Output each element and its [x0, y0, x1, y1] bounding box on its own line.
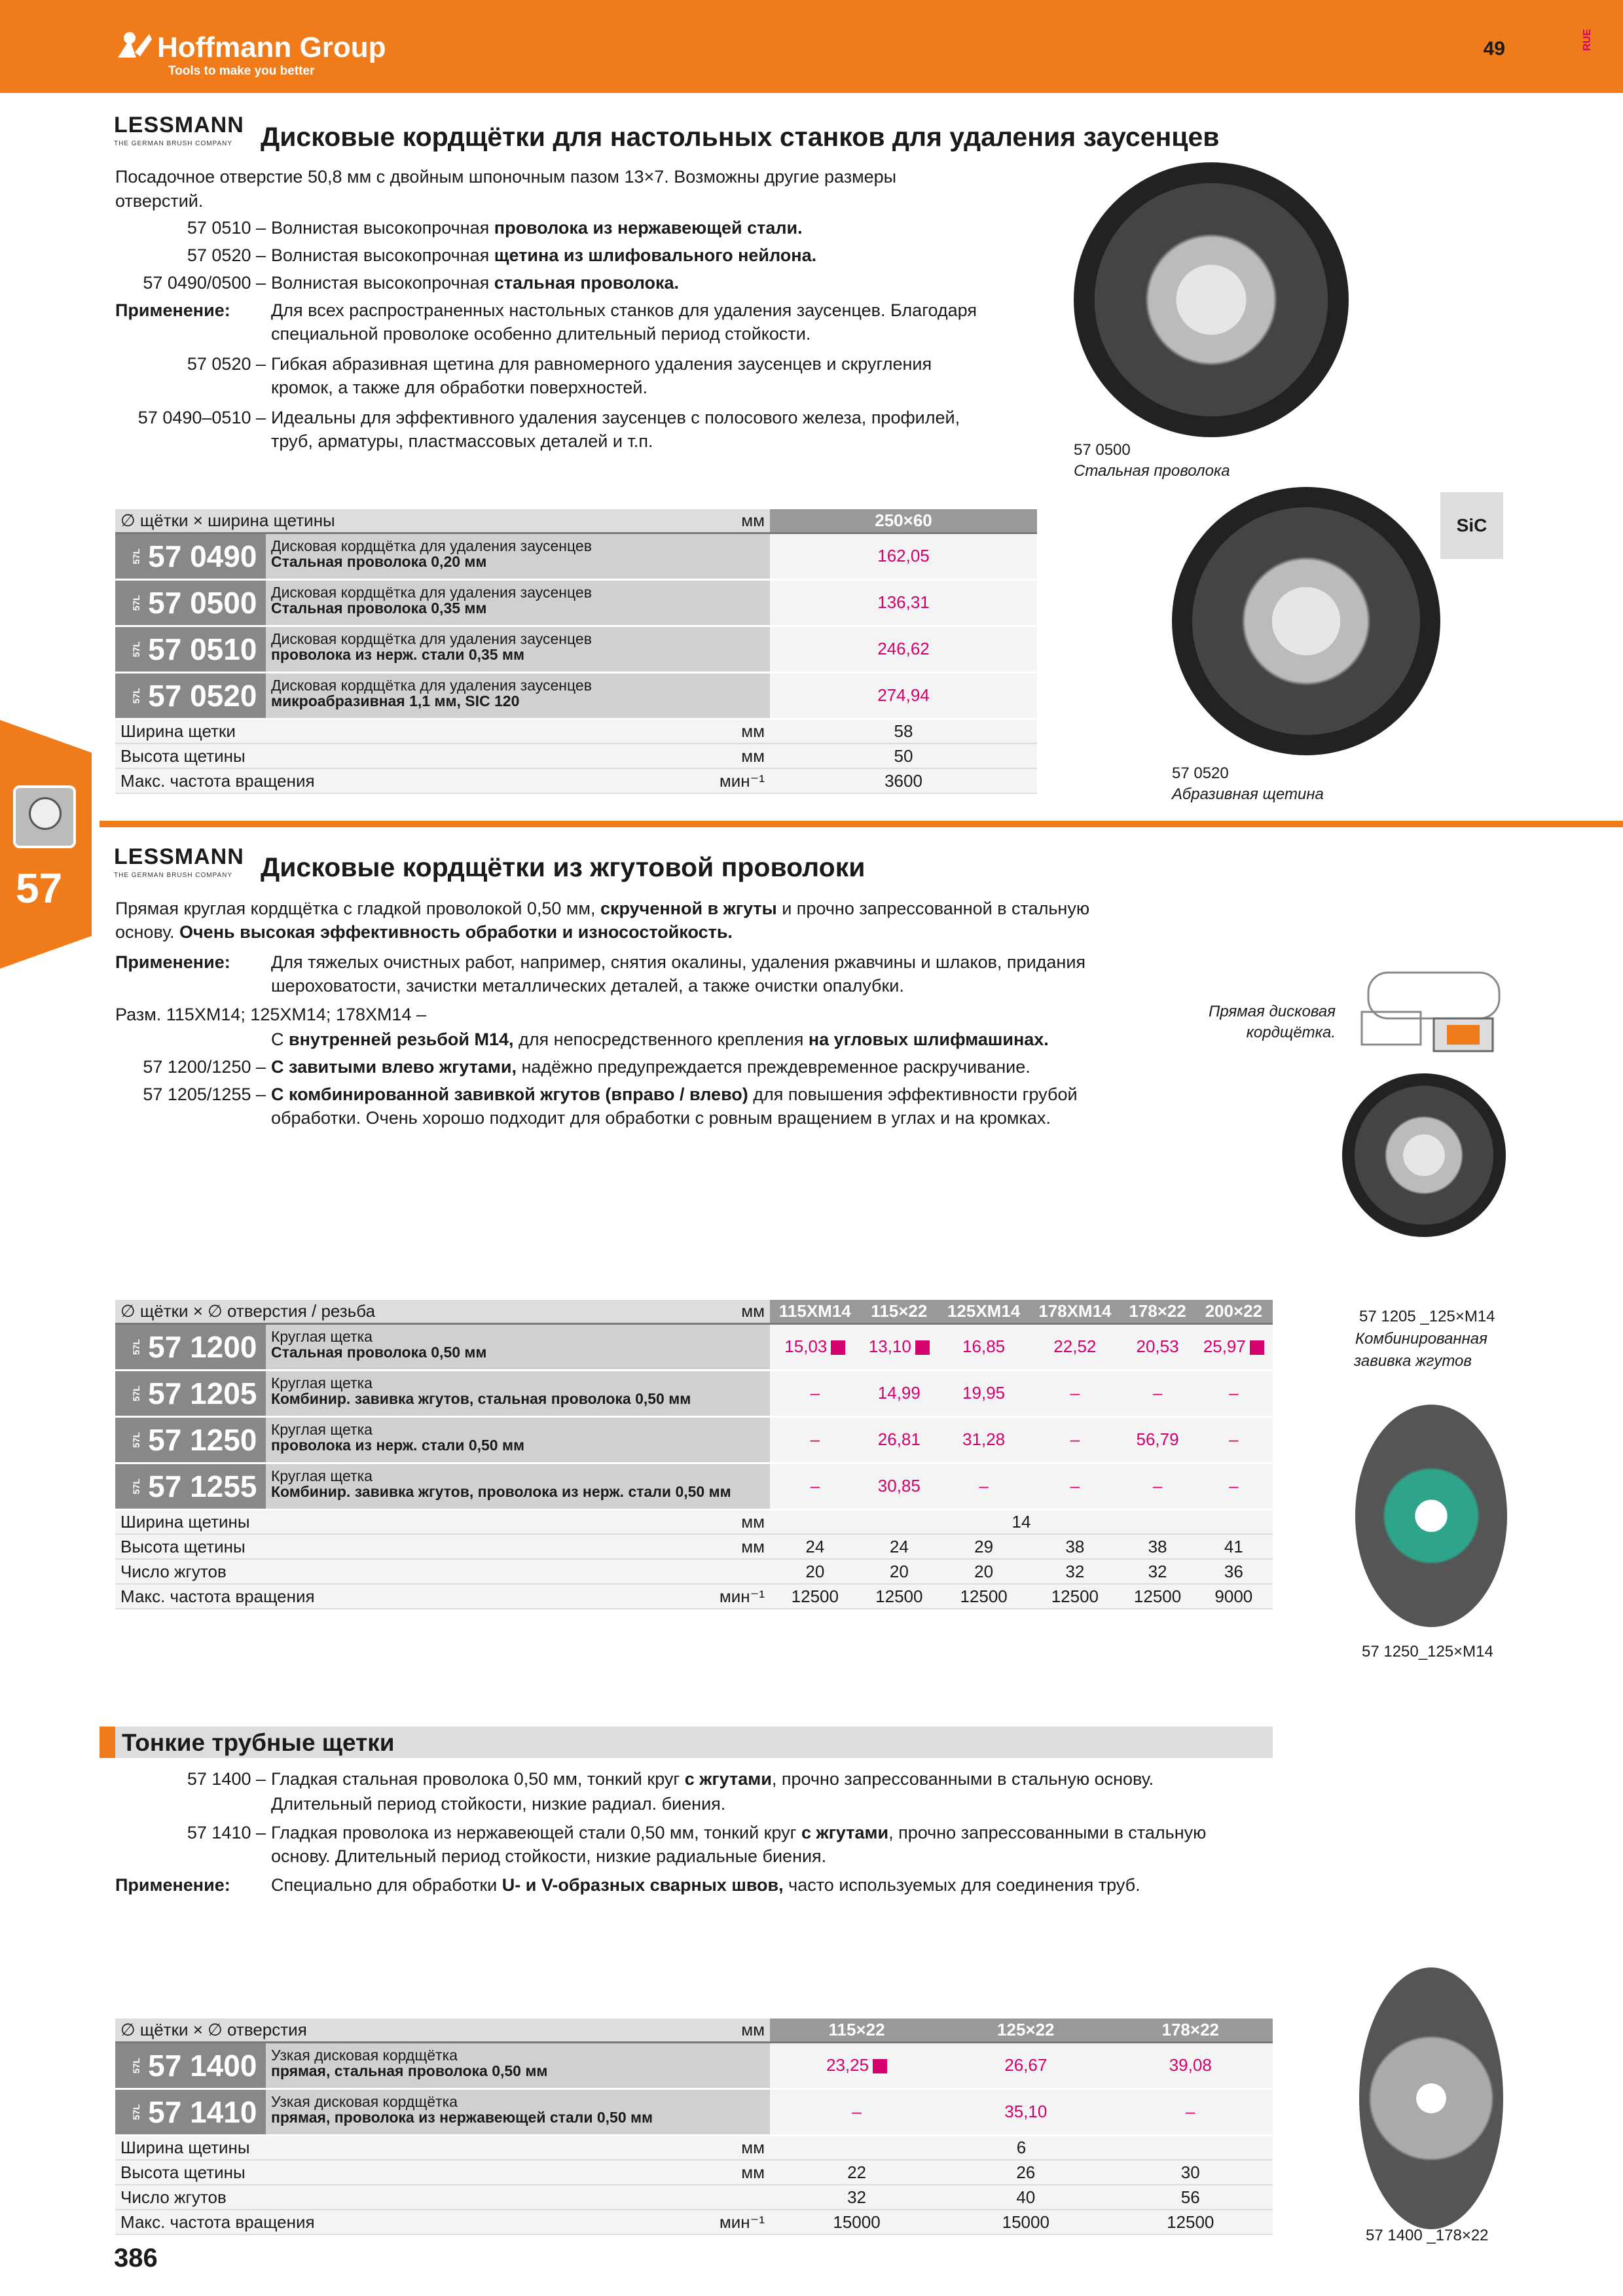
table-col: 178×22: [1120, 1300, 1194, 1323]
image-caption-code: 57 1400 _178×22: [1366, 2227, 1489, 2244]
image-caption-code: 57 0520: [1172, 764, 1229, 782]
image-caption-code: 57 0500: [1074, 441, 1131, 459]
language-code: RUE: [1581, 29, 1593, 51]
table-col: 115×22: [770, 2018, 943, 2042]
image-caption: завивка жгутов: [1354, 1352, 1472, 1370]
price: 15,03: [770, 1323, 860, 1370]
price: 162,05: [770, 533, 1037, 579]
subsection-title: Тонкие трубные щетки: [122, 1729, 395, 1756]
spec-row: Высота щетины мм 22 26 30: [115, 2160, 1273, 2185]
application-label: Применение:: [115, 1875, 230, 1895]
list-text: кромок, а также для обработки поверхностей.: [271, 378, 648, 397]
spec-row: Ширина щетки мм 58: [115, 719, 1037, 744]
table-col: 178XM14: [1029, 1300, 1120, 1323]
product-code[interactable]: 57 0510: [148, 632, 257, 666]
table-col: 250×60: [770, 509, 1037, 533]
image-caption: Комбинированная: [1355, 1330, 1487, 1348]
application-label: Применение:: [115, 952, 230, 972]
list-key: 57 1200/1250 –: [143, 1057, 266, 1077]
intro-line: Посадочное отверстие 50,8 мм с двойным шпоночным пазом 13×7. Возможны другие размеры: [115, 167, 897, 187]
product-code[interactable]: 57 0520: [148, 678, 257, 713]
list-key: 57 0520 –: [187, 354, 266, 374]
list-text: Волнистая высокопрочная стальная проволока.: [271, 273, 680, 293]
price: 246,62: [770, 626, 1037, 672]
page-number-bottom: 386: [114, 2244, 158, 2272]
product-code[interactable]: 57 1250: [148, 1422, 257, 1457]
lessmann-logo: LESSMANN: [114, 113, 244, 137]
application-text: Для всех распространенных настольных станков для удаления заусенцев. Благодаря: [271, 300, 977, 320]
list-text: Гибкая абразивная щетина для равномерного удаления заусенцев и скругления: [271, 354, 932, 374]
application-label: Применение:: [115, 300, 230, 320]
list-key: 57 1410 –: [187, 1823, 266, 1842]
stock-marker-icon: [1250, 1340, 1264, 1355]
price: 25,97: [1195, 1323, 1273, 1370]
stock-marker-icon: [915, 1340, 930, 1355]
section-title: Дисковые кордщётки из жгутовой проволоки: [261, 852, 866, 882]
table-head: ∅ щётки × ∅ отверстия / резьба: [115, 1300, 704, 1323]
application-text: Специально для обработки U- и V-образных сварных швов, часто используемых для соединения труб.: [271, 1875, 1140, 1895]
table-row: 57L 57 1250 Круглая щетка проволока из нерж. стали 0,50 мм – 26,81 31,28 – 56,79 –: [115, 1416, 1273, 1463]
table-row: 57L 57 0490 Дисковая кордщётка для удаления заусенцев Стальная проволока 0,20 мм 162,05: [115, 533, 1037, 579]
intro-line: отверстий.: [115, 191, 204, 211]
page-number-top: 49: [1483, 38, 1505, 60]
lessmann-logo: LESSMANN: [114, 844, 244, 869]
paragraph: основу. Очень высокая эффективность обработки и износостойкость.: [115, 922, 733, 942]
spec-row: Ширина щетины мм 6: [115, 2135, 1273, 2160]
price: 13,10: [860, 1323, 938, 1370]
stainless-knot-brush-image: [1355, 1405, 1507, 1627]
list-text: Гладкая стальная проволока 0,50 мм, тонкий круг с жгутами, прочно запрессованными в стальную основу.: [271, 1769, 1154, 1789]
price: 274,94: [770, 672, 1037, 719]
price: 22,52: [1029, 1323, 1120, 1370]
list-text: основу. Длительный период стойкости, низкие радиальные биения.: [271, 1846, 827, 1866]
list-key: 57 1400 –: [187, 1769, 266, 1789]
diagram-caption: кордщётка.: [1246, 1024, 1336, 1041]
list-key: 57 0490–0510 –: [137, 408, 266, 427]
section-title: Дисковые кордщётки для настольных станков для удаления заусенцев: [261, 122, 1220, 152]
table-row: 57L 57 1410 Узкая дисковая кордщётка прямая, проволока из нержавеющей стали 0,50 мм – 35,10 –: [115, 2089, 1273, 2135]
mount-line: С внутренней резьбой М14, для непосредственного крепления на угловых шлифмашинах.: [271, 1030, 1049, 1049]
table-unit: мм: [704, 2018, 770, 2042]
image-caption: Абразивная щетина: [1172, 785, 1324, 803]
application-text: специальной проволоке особенно длительный период стойкости.: [271, 324, 811, 344]
image-caption-code: 57 1205 _125×M14: [1359, 1308, 1495, 1325]
table-row: 57L 57 1200 Круглая щетка Стальная проволока 0,50 мм 15,03 13,10 16,85 22,52 20,53 25,97: [115, 1323, 1273, 1370]
list-text: С комбинированной завивкой жгутов (вправо / влево) для повышения эффективности грубой: [271, 1085, 1078, 1104]
product-table-3: [115, 2018, 1273, 2235]
application-text: Для тяжелых очистных работ, например, снятия окалины, удаления ржавчины и шлаков, придания: [271, 952, 1086, 972]
sic-badge: SiC: [1440, 492, 1503, 559]
table-col: 200×22: [1195, 1300, 1273, 1323]
abrasive-brush-image: [1172, 487, 1440, 755]
spec-row: Высота щетины мм 50: [115, 744, 1037, 768]
image-caption: Стальная проволока: [1074, 462, 1230, 480]
size-line: Разм. 115XM14; 125XM14; 178XM14 –: [115, 1005, 427, 1024]
twisted-knot-brush-image: [1342, 1073, 1506, 1237]
hoffmann-logo-icon: [115, 26, 153, 59]
price: 16,85: [938, 1323, 1029, 1370]
angle-grinder-diagram: [1349, 953, 1506, 1064]
list-text: обработки. Очень хорошо подходит для обработки с ровным вращением в углах и на кромках.: [271, 1108, 1051, 1128]
diagram-caption: Прямая дисковая: [1208, 1003, 1336, 1020]
list-text: Идеальны для эффективного удаления заусенцев с полосового железа, профилей,: [271, 408, 960, 427]
stock-marker-icon: [873, 2059, 887, 2073]
brand-tagline: Tools to make you better: [168, 64, 315, 78]
application-text: шероховатости, зачистки металлических деталей, а также очистки опалубки.: [271, 976, 904, 996]
spec-row: Ширина щетины мм 14: [115, 1509, 1273, 1534]
table-row: 57L 57 1205 Круглая щетка Комбинир. завивка жгутов, стальная проволока 0,50 мм – 14,99 19,95 – – –: [115, 1370, 1273, 1416]
table-row: 57L 57 1400 Узкая дисковая кордщётка прямая, стальная проволока 0,50 мм 23,25 26,67 39,08: [115, 2042, 1273, 2089]
product-code[interactable]: 57 0490: [148, 539, 257, 573]
table-row: 57L 57 0510 Дисковая кордщётка для удаления заусенцев проволока из нерж. стали 0,35 мм 246,62: [115, 626, 1037, 672]
lessmann-logo-sub: THE GERMAN BRUSH COMPANY: [114, 140, 233, 147]
table-unit: мм: [704, 509, 770, 533]
product-table-1: [115, 509, 1037, 794]
table-head: ∅ щётки × ширина щетины: [115, 509, 704, 533]
list-key: 57 0520 –: [187, 245, 266, 265]
product-table-2: [115, 1300, 1273, 1609]
price: 20,53: [1120, 1323, 1194, 1370]
table-row: 57L 57 0500 Дисковая кордщётка для удаления заусенцев Стальная проволока 0,35 мм 136,31: [115, 579, 1037, 626]
product-code[interactable]: 57 1410: [148, 2094, 257, 2129]
steel-wire-brush-image: [1074, 162, 1349, 437]
product-code[interactable]: 57 1255: [148, 1469, 257, 1503]
list-key: 57 0490/0500 –: [143, 273, 266, 293]
brand-name: Hoffmann Group: [157, 31, 386, 63]
table-col: 178×22: [1108, 2018, 1273, 2042]
product-code[interactable]: 57 1200: [148, 1329, 257, 1364]
spec-row: Число жгутов 20 20 20 32 32 36: [115, 1559, 1273, 1584]
lessmann-logo-sub: THE GERMAN BRUSH COMPANY: [114, 872, 233, 879]
cutting-disc-icon: [13, 785, 76, 848]
list-text: Длительный период стойкости, низкие радиал. биения.: [271, 1794, 726, 1814]
price: 136,31: [770, 579, 1037, 626]
table-col: 125XM14: [938, 1300, 1029, 1323]
table-col: 125×22: [943, 2018, 1108, 2042]
list-text: Гладкая проволока из нержавеющей стали 0,50 мм, тонкий круг с жгутами, прочно запрессованными в стальную: [271, 1823, 1207, 1842]
spec-row: Высота щетины мм 24 24 29 38 38 41: [115, 1534, 1273, 1559]
table-head: ∅ щётки × ∅ отверстия: [115, 2018, 704, 2042]
spec-row: Число жгутов 32 40 56: [115, 2185, 1273, 2210]
section-divider: [100, 821, 1623, 827]
price: 23,25: [770, 2042, 943, 2089]
list-text: труб, арматуры, пластмассовых деталей и т.п.: [271, 431, 653, 451]
paragraph: Прямая круглая кордщётка с гладкой проволокой 0,50 мм, скрученной в жгуты и прочно запрессованной в стальную: [115, 899, 1090, 918]
product-code[interactable]: 57 0500: [148, 585, 257, 620]
table-col: 115×22: [860, 1300, 938, 1323]
table-row: 57L 57 0520 Дисковая кордщётка для удаления заусенцев микроабразивная 1,1 мм, SIC 120 274,94: [115, 672, 1037, 719]
table-row: 57L 57 1255 Круглая щетка Комбинир. завивка жгутов, проволока из нерж. стали 0,50 мм – 30,85 – – – –: [115, 1463, 1273, 1509]
spec-row: Макс. частота вращения мин⁻¹ 3600: [115, 768, 1037, 793]
spec-row: Макс. частота вращения мин⁻¹ 15000 15000 12500: [115, 2210, 1273, 2234]
table-col: 115XM14: [770, 1300, 860, 1323]
list-text: Волнистая высокопрочная проволока из нержавеющей стали.: [271, 218, 803, 238]
list-text: Волнистая высокопрочная щетина из шлифовального нейлона.: [271, 245, 817, 265]
list-text: С завитыми влево жгутами, надёжно предупреждается преждевременное раскручивание.: [271, 1057, 1030, 1077]
table-unit: мм: [704, 1300, 770, 1323]
list-key: 57 1205/1255 –: [143, 1085, 266, 1104]
narrow-disc-brush-image: [1359, 1967, 1503, 2229]
spec-row: Макс. частота вращения мин⁻¹ 12500 12500 12500 12500 12500 9000: [115, 1584, 1273, 1609]
image-caption-code: 57 1250_125×M14: [1362, 1643, 1493, 1660]
chapter-number: 57: [16, 865, 63, 912]
product-code[interactable]: 57 1205: [148, 1376, 257, 1410]
list-key: 57 0510 –: [187, 218, 266, 238]
product-code[interactable]: 57 1400: [148, 2048, 257, 2083]
stock-marker-icon: [831, 1340, 845, 1355]
